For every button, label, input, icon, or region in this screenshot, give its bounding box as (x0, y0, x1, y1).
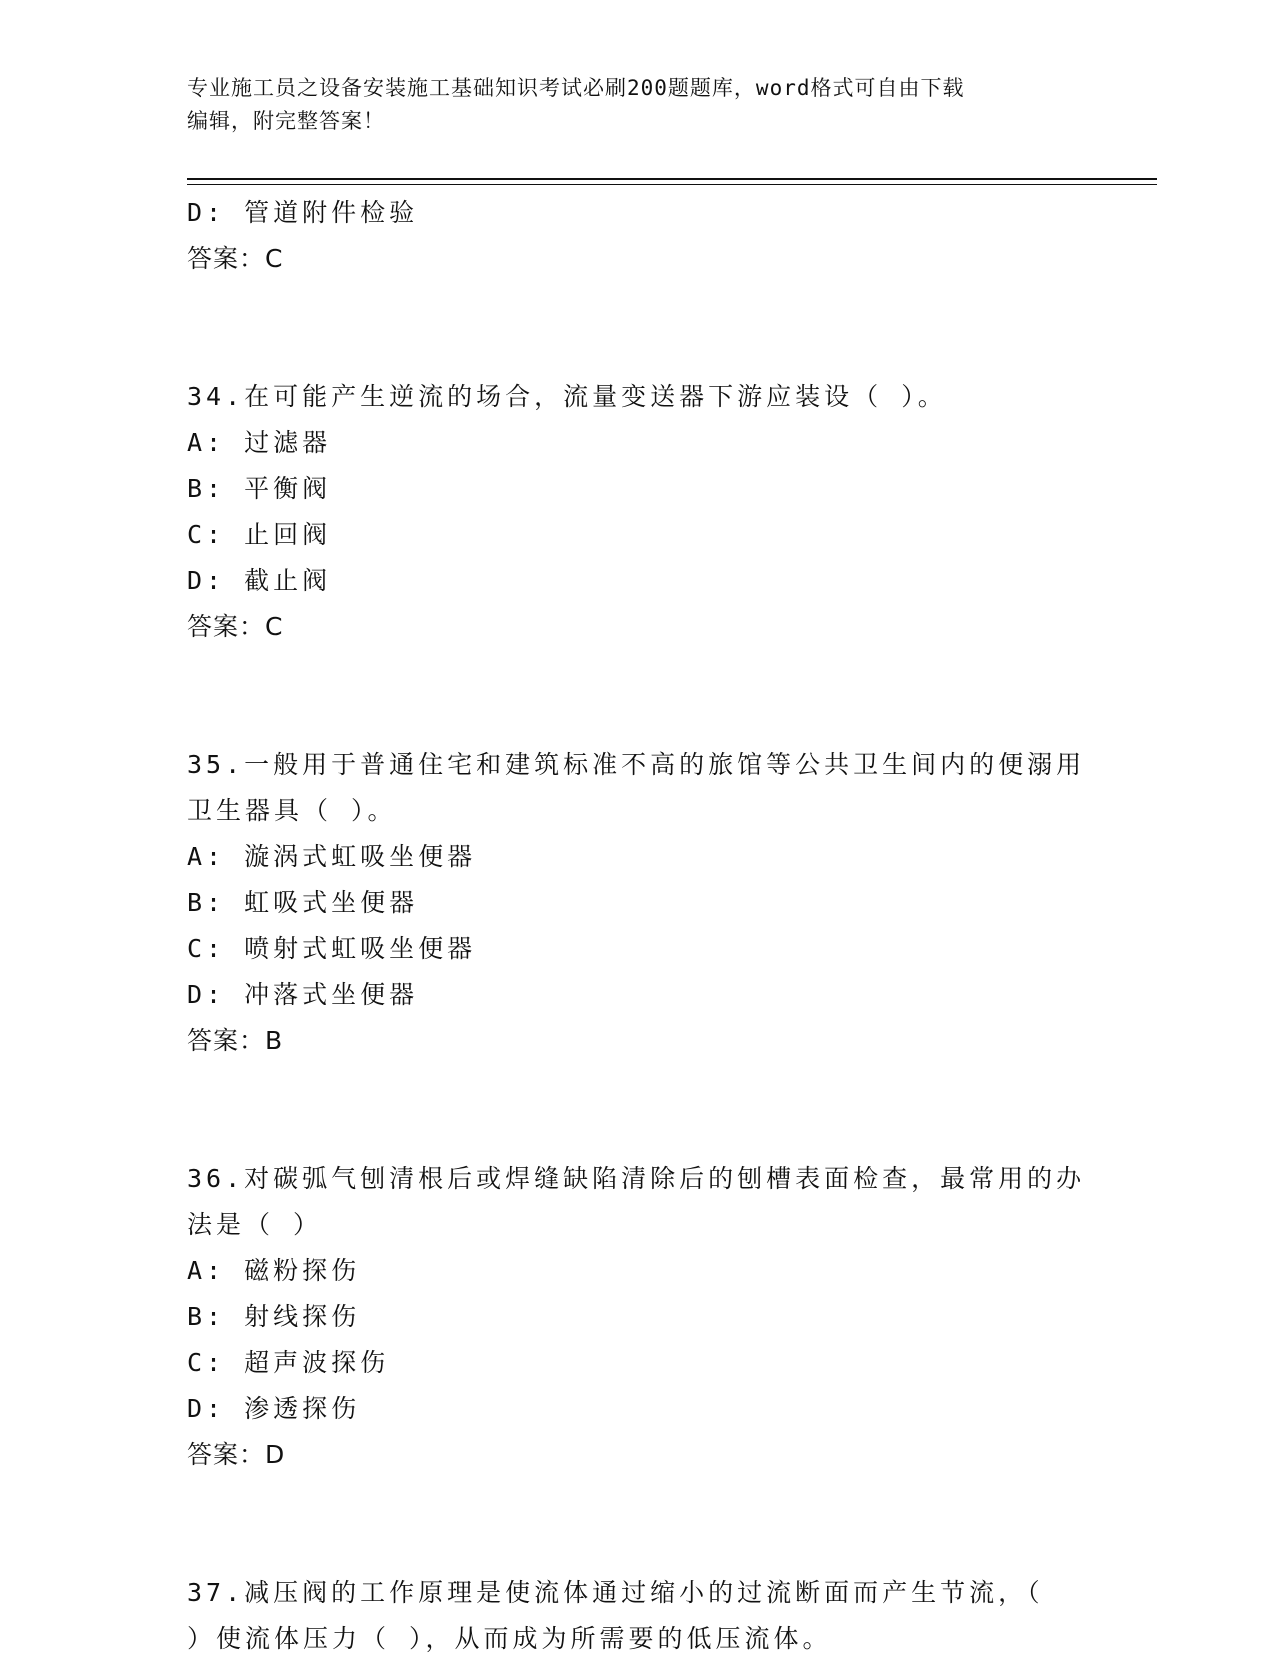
header-line-2: 编辑，附完整答案！ (187, 109, 385, 133)
question-stem-line-2: 法是（ ） (187, 1210, 323, 1239)
option-d: D: 冲落式坐便器 (187, 980, 419, 1009)
question-stem-line-1: 37.减压阀的工作原理是使流体通过缩小的过流断面而产生节流，（ (187, 1578, 1044, 1607)
option-a: A: 过滤器 (187, 428, 332, 457)
option-d: D: 截止阀 (187, 566, 332, 595)
option-d: D: 渗透探伤 (187, 1394, 361, 1423)
question-37 (187, 1570, 1087, 1662)
question-stem-line-1: 35.一般用于普通住宅和建筑标准不高的旅馆等公共卫生间内的便溺用 (187, 750, 1086, 779)
question-stem-line-2: 卫生器具（ ）。 (187, 796, 397, 825)
header-line-1: 专业施工员之设备安装施工基础知识考试必刷200题题库，word格式可自由下载 (187, 76, 965, 100)
question-list (187, 190, 1087, 1662)
header-rule-thin (187, 184, 1157, 185)
question-stem-line-1: 36.对碳弧气刨清根后或焊缝缺陷清除后的刨槽表面检查，最常用的办 (187, 1164, 1086, 1193)
header-rule-thick (187, 178, 1157, 180)
option-c: C: 超声波探伤 (187, 1348, 390, 1377)
option-c: C: 止回阀 (187, 520, 332, 549)
option-b: B: 虹吸式坐便器 (187, 888, 419, 917)
answer-line: 答案：C (187, 244, 284, 273)
option-b: B: 平衡阀 (187, 474, 332, 503)
answer-line: 答案：C (187, 612, 284, 641)
question-35 (187, 742, 1087, 1064)
question-36 (187, 1156, 1087, 1478)
option-d: D: 管道附件检验 (187, 198, 419, 227)
document-header (187, 72, 1087, 138)
option-b: B: 射线探伤 (187, 1302, 361, 1331)
previous-question-tail (187, 190, 1087, 282)
question-34 (187, 374, 1087, 650)
question-stem: 34.在可能产生逆流的场合，流量变送器下游应装设（ ）。 (187, 382, 947, 411)
question-stem-line-2: ）使流体压力（ ），从而成为所需要的低压流体。 (187, 1624, 832, 1653)
option-a: A: 漩涡式虹吸坐便器 (187, 842, 477, 871)
answer-line: 答案：B (187, 1026, 284, 1055)
option-c: C: 喷射式虹吸坐便器 (187, 934, 477, 963)
option-a: A: 磁粉探伤 (187, 1256, 361, 1285)
answer-line: 答案：D (187, 1440, 286, 1469)
